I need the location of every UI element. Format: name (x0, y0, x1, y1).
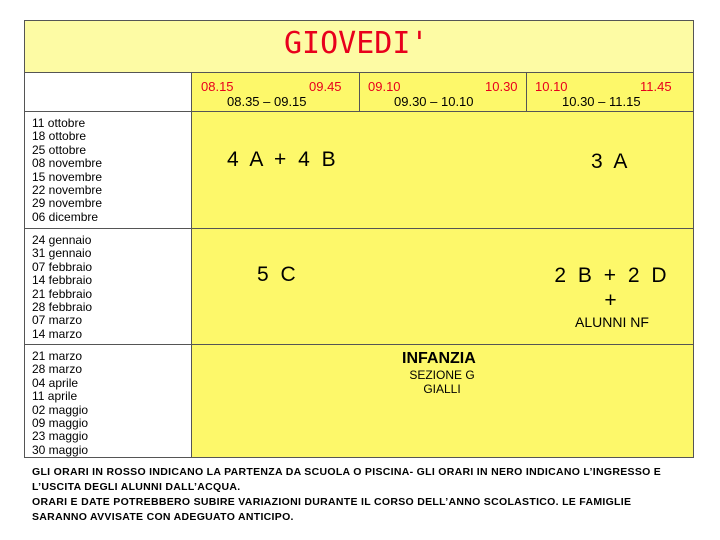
date-item: 28 marzo (32, 362, 83, 377)
slot-2-start: 09.10 (368, 79, 401, 94)
date-item: 21 marzo (32, 349, 83, 363)
period-3-subtitle (402, 369, 482, 396)
date-item: 21 febbraio (32, 286, 93, 301)
date-item: 11 ottobre (32, 116, 86, 130)
period-2-right-block (552, 263, 672, 331)
footer-notes (32, 465, 712, 525)
footer-line: ORARI E DATE POTREBBERO SUBIRE VARIAZIONI DURANTE IL CORSO DELL’ANNO SCOLASTICO. LE FAMIGLIE (32, 496, 632, 508)
date-item: 22 novembre (32, 183, 103, 198)
date-item: 31 gennaio (32, 246, 92, 261)
date-item: 08 novembre (32, 156, 103, 171)
period-1-dates (24, 111, 192, 229)
date-item: 02 maggio (32, 402, 89, 417)
slot-3-range: 10.30 – 11.15 (562, 94, 641, 109)
period-2-left-classes: 5 C (257, 263, 299, 286)
slot-1-range: 08.35 – 09.15 (227, 94, 307, 109)
date-item: 24 gennaio (32, 233, 92, 247)
period-2-right-classes: 2 B + 2 D (554, 264, 670, 287)
date-item: 07 marzo (32, 313, 83, 328)
date-item: 30 maggio (32, 442, 89, 457)
period-3-section: SEZIONE G (409, 368, 475, 382)
period-3-schedule (191, 344, 694, 458)
footer-line: L’USCITA DEGLI ALUNNI DALL’ACQUA. (32, 481, 241, 493)
date-item: 28 febbraio (32, 300, 93, 315)
period-3-group: GIALLI (423, 381, 461, 396)
page-title: GIOVEDI' (284, 26, 429, 61)
date-item: 09 maggio (32, 416, 89, 431)
header-corner-cell (24, 72, 192, 112)
period-3-dates (24, 344, 192, 458)
date-item: 14 febbraio (32, 273, 93, 288)
date-item: 14 marzo (32, 326, 83, 341)
date-item: 04 aprile (32, 375, 79, 390)
footer-line: SARANNO AVVISATE CON ADEGUATO ANTICIPO. (32, 511, 294, 523)
slot-3-start: 10.10 (535, 79, 568, 94)
date-item: 23 maggio (32, 429, 89, 444)
date-item: 11 aprile (32, 389, 78, 404)
date-item: 06 dicembre (32, 209, 99, 224)
slot-header-3 (526, 72, 694, 112)
slot-1-end: 09.45 (309, 79, 342, 94)
slot-1-start: 08.15 (201, 79, 234, 94)
slot-header-1 (191, 72, 360, 112)
slot-3-end: 11.45 (640, 79, 672, 94)
date-item: 07 febbraio (32, 259, 93, 274)
date-item: 25 ottobre (32, 142, 87, 157)
slot-header-2 (359, 72, 527, 112)
period-3-title: INFANZIA (402, 350, 476, 367)
period-2-dates (24, 228, 192, 345)
period-1-schedule (191, 111, 694, 229)
date-item: 15 novembre (32, 169, 103, 184)
slot-2-end: 10.30 (485, 79, 518, 94)
date-item: 18 ottobre (32, 129, 87, 144)
footer-line: GLI ORARI IN ROSSO INDICANO LA PARTENZA DA SCUOLA O PISCINA- GLI ORARI IN NERO INDICANO L’INGRESSO E (32, 466, 662, 478)
period-2-right-plus: + (604, 289, 620, 312)
date-item: 29 novembre (32, 196, 103, 211)
period-1-right-classes: 3 A (591, 150, 631, 173)
slot-2-range: 09.30 – 10.10 (394, 94, 474, 109)
period-1-left-classes: 4 A + 4 B (227, 148, 339, 171)
period-2-schedule (191, 228, 694, 345)
period-2-right-note: ALUNNI NF (575, 314, 649, 330)
